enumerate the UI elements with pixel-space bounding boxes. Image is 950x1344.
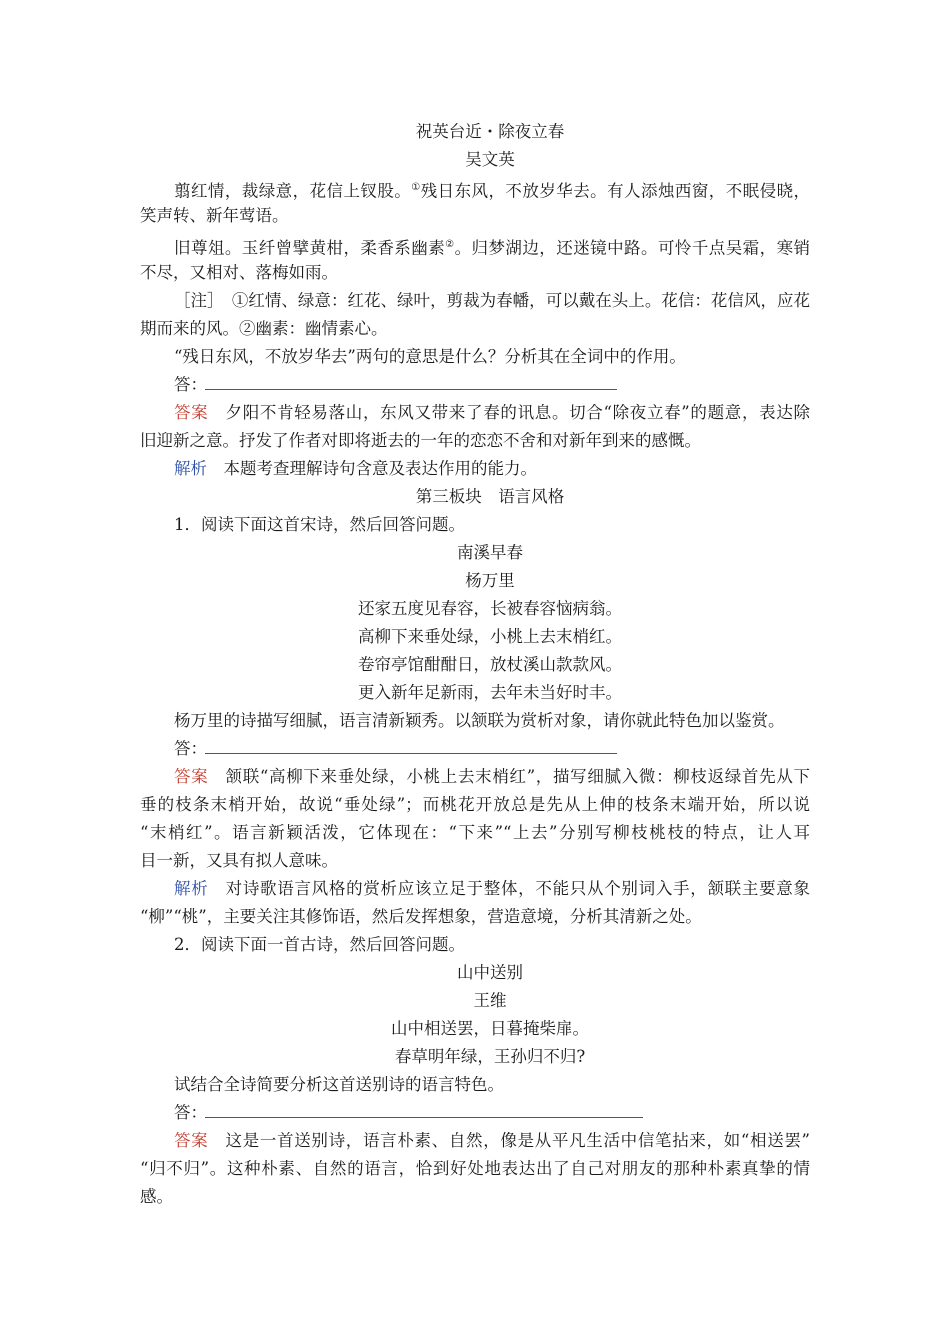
answer-line: 旧迎新之意。抒发了作者对即将逝去的一年的恋恋不舍和对新年到来的感慨。 bbox=[140, 431, 701, 450]
explanation-label: 解析 bbox=[174, 879, 209, 898]
poem-title: 祝英台近・除夜立春 bbox=[415, 122, 565, 141]
poem-author: 杨万里 bbox=[465, 571, 515, 590]
explanation-line: 解析 本题考查理解诗句含意及表达作用的能力。 bbox=[174, 459, 537, 478]
poem-line: 不尽，又相对、落梅如雨。 bbox=[140, 263, 338, 282]
note-line: ［注］ ①红情、绿意：红花、绿叶，剪裁为春幡，可以戴在头上。花信：花信风，应花 bbox=[174, 291, 810, 310]
poem-line: 春草明年绿，王孙归不归? bbox=[394, 1047, 586, 1066]
answer-prompt: 答： bbox=[174, 739, 207, 758]
answer-line: 答案 夕阳不肯轻易落山，东风又带来了春的讯息。切合“除夜立春”的题意，表达除 bbox=[174, 403, 810, 422]
answer-line: “归不归”。这种朴素、自然的语言，恰到好处地表达出了自己对朋友的那种朴素真挚的情 bbox=[140, 1159, 810, 1178]
answer-prompt: 答： bbox=[174, 375, 207, 394]
answer-line: 垂的枝条末梢开始，故说“垂处绿”；而桃花开放总是先从上伸的枝条末端开始，所以说 bbox=[140, 795, 810, 814]
answer-line: 感。 bbox=[140, 1187, 173, 1206]
poem-line: 翦红情，裁绿意，花信上钗股。①残日东风，不放岁华去。有人添烛西窗，不眠侵晓， bbox=[174, 181, 811, 201]
poem-author: 王维 bbox=[473, 991, 507, 1010]
question-text: 杨万里的诗描写细腻，语言清新颖秀。以颔联为赏析对象，请你就此特色加以鉴赏。 bbox=[174, 711, 785, 730]
note-line: 期而来的风。②幽素：幽情素心。 bbox=[140, 319, 388, 338]
poem-line: 还家五度见春容，长被春容恼病翁。 bbox=[358, 599, 622, 618]
poem-author: 吴文英 bbox=[465, 150, 515, 169]
poem-line: 卷帘亭馆酣酣日，放杖溪山款款风。 bbox=[358, 655, 622, 674]
poem-line: 高柳下来垂处绿，小桃上去末梢红。 bbox=[358, 627, 622, 646]
answer-line: 目一新，又具有拟人意味。 bbox=[140, 851, 338, 870]
note-marker: ① bbox=[411, 182, 421, 193]
poem-line: 更入新年足新雨，去年未当好时丰。 bbox=[358, 683, 622, 702]
answer-blank-line bbox=[205, 753, 617, 754]
answer-prompt: 答： bbox=[174, 1103, 207, 1122]
answer-label: 答案 bbox=[174, 403, 209, 422]
question-prompt: 1．阅读下面这首宋诗，然后回答问题。 bbox=[174, 515, 465, 534]
answer-label: 答案 bbox=[174, 1131, 209, 1150]
explanation-line: 解析 对诗歌语言风格的赏析应该立足于整体，不能只从个别词入手，颔联主要意象 bbox=[174, 879, 811, 898]
poem-line: 旧尊俎。玉纤曾擘黄柑，柔香系幽素②。归梦湖边，还迷镜中路。可怜千点吴霜，寒销 bbox=[174, 238, 811, 258]
explanation-line: “柳”“桃”，主要关注其修饰语，然后发挥想象，营造意境，分析其清新之处。 bbox=[140, 907, 702, 926]
question-text: 试结合全诗简要分析这首送别诗的语言特色。 bbox=[174, 1075, 504, 1094]
answer-line: “末梢红”。语言新颖活泼，它体现在：“下来”“上去”分别写柳枝桃枝的特点，让人耳 bbox=[140, 823, 810, 842]
poem-title: 南溪早春 bbox=[457, 543, 523, 562]
poem-title: 山中送别 bbox=[457, 963, 523, 982]
answer-blank-line bbox=[205, 389, 617, 390]
poem-line: 山中相送罢，日暮掩柴扉。 bbox=[391, 1019, 589, 1038]
question-text: “残日东风，不放岁华去”两句的意思是什么？分析其在全词中的作用。 bbox=[174, 347, 686, 366]
answer-line: 答案 颔联“高柳下来垂处绿，小桃上去末梢红”，描写细腻入微：柳枝返绿首先从下 bbox=[174, 767, 810, 786]
answer-label: 答案 bbox=[174, 767, 209, 786]
answer-line: 答案 这是一首送别诗，语言朴素、自然，像是从平凡生活中信笔拈来，如“相送罢” bbox=[174, 1131, 810, 1150]
question-prompt: 2．阅读下面一首古诗，然后回答问题。 bbox=[174, 935, 465, 954]
poem-line: 笑声转、新年莺语。 bbox=[140, 206, 289, 225]
section-title: 第三板块 语言风格 bbox=[415, 487, 565, 506]
answer-blank-line bbox=[205, 1117, 643, 1118]
explanation-label: 解析 bbox=[174, 459, 207, 478]
note-marker: ② bbox=[445, 239, 455, 250]
